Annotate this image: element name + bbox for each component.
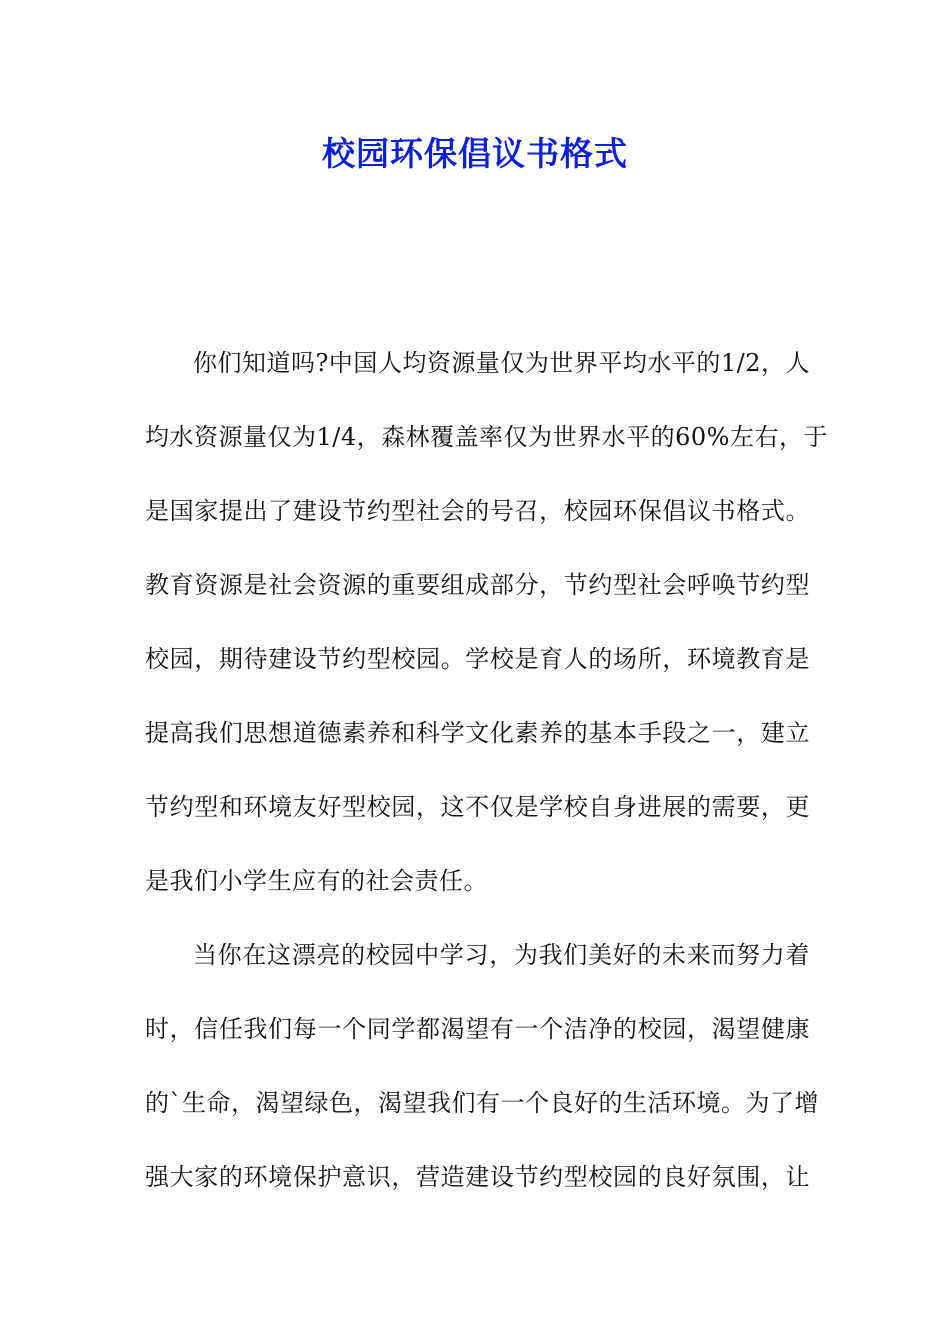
paragraph-2-line-3: 的`生命，渴望绿色，渴望我们有一个良好的生活环境。为了增 xyxy=(145,1089,819,1117)
paragraph-2-line-2: 时，信任我们每一个同学都渴望有一个洁净的校园，渴望健康 xyxy=(145,1015,810,1043)
paragraph-1-line-7: 节约型和环境友好型校园，这不仅是学校自身进展的需要，更 xyxy=(145,793,810,821)
paragraph-1-line-4: 教育资源是社会资源的重要组成部分，节约型社会呼唤节约型 xyxy=(145,571,810,599)
paragraph-1-line-1: 你们知道吗?中国人均资源量仅为世界平均水平的1/2，人 xyxy=(193,349,810,377)
paragraph-1-line-3: 是国家提出了建设节约型社会的号召，校园环保倡议书格式。 xyxy=(145,497,810,525)
paragraph-1-line-2: 均水资源量仅为1/4，森林覆盖率仅为世界水平的60%左右，于 xyxy=(145,423,828,451)
document-title: 校园环保倡议书格式 xyxy=(322,134,628,173)
paragraph-2-line-1: 当你在这漂亮的校园中学习，为我们美好的未来而努力着 xyxy=(193,941,810,969)
paragraph-2-line-4: 强大家的环境保护意识，营造建设节约型校园的良好氛围，让 xyxy=(145,1163,810,1191)
paragraph-1-line-6: 提高我们思想道德素养和科学文化素养的基本手段之一，建立 xyxy=(145,719,810,747)
paragraph-1-line-5: 校园，期待建设节约型校园。学校是育人的场所，环境教育是 xyxy=(145,645,810,673)
paragraph-1-line-8: 是我们小学生应有的社会责任。 xyxy=(145,867,488,895)
document-body xyxy=(145,339,828,1227)
